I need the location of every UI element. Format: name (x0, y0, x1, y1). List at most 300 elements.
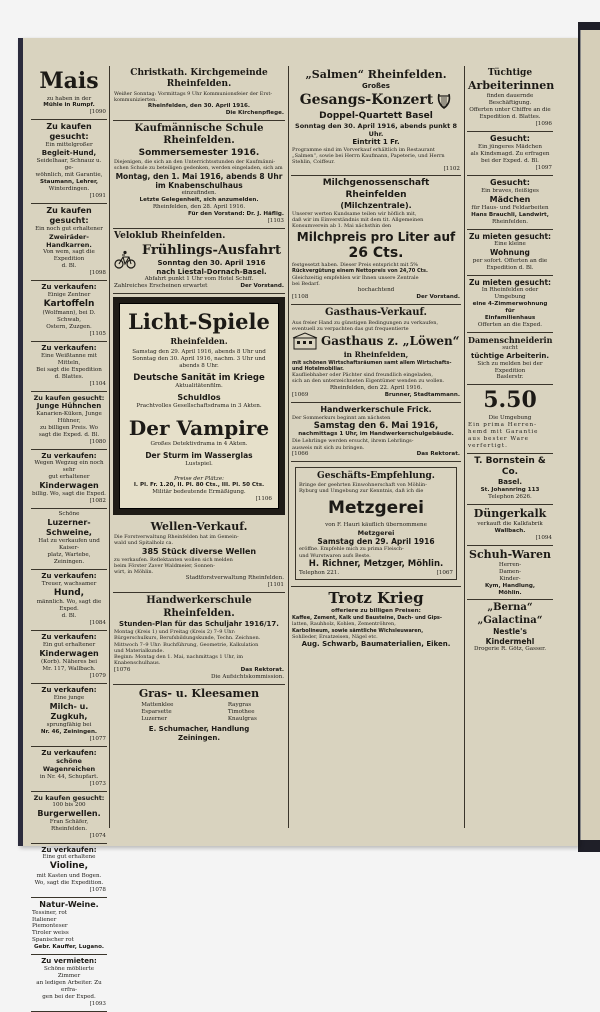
ad-line: Burgerwellen. (37, 808, 101, 818)
ad-line: Mr. 117, Wallbach. (42, 665, 96, 672)
ad-line: Montag, den 1. Mai 1916, abends 8 Uhr (115, 171, 283, 181)
ad-line: zu haben in der (46, 95, 92, 102)
ad-line: Eine gut erhaltene (42, 854, 96, 861)
ad-wagenreichen (31, 747, 107, 792)
ad-title: Schöne (58, 511, 80, 518)
ad-line: Telephon 2626. (488, 494, 532, 501)
ad-gasthaus-verkauf (291, 305, 461, 402)
ad-line: und Materialkunde. (114, 647, 165, 654)
ad-line: Timothee (227, 709, 255, 716)
ad-line: abends 8 Uhr. (179, 362, 219, 369)
ad-line: Die Aufsichtskommission. (210, 673, 284, 680)
ad-title: Natur-Weine. (39, 899, 99, 909)
ad-line: Wo, sagt die Expedition. (34, 879, 104, 886)
ad-number: [1066 (292, 450, 309, 457)
ad-title: Zu mieten gesucht: (468, 277, 552, 287)
ad-subtitle: Rheinfelden. (170, 335, 228, 346)
ad-title: Veloklub Rheinfelden. (114, 231, 226, 242)
ad-line: Sich zu melden bei der Expedition (477, 360, 543, 374)
ad-line: wald und Spitalholz ca. (114, 540, 174, 547)
ad-line: d. Blattes. (54, 373, 84, 380)
ad-title: Kaufmännische Schule Rheinfelden. (134, 122, 264, 147)
ad-line: Ein braves, fleißiges (481, 187, 539, 194)
ad-line: Esparsette (141, 709, 172, 716)
column-2 (113, 66, 285, 828)
ad-line: Wegen Wegzug ein noch sehr (34, 460, 104, 474)
ad-line: Hund, (53, 587, 85, 598)
ad-line: eine 4-Zimmerwohnung für (472, 300, 548, 314)
ad-mais (31, 66, 107, 120)
ad-subtitle: Gesangs-Konzert (299, 91, 434, 108)
ad-line: E. Schumacher, Handlung (148, 725, 250, 734)
ad-metzgerei (291, 462, 461, 588)
ad-title: Zu verkaufen: (41, 344, 97, 353)
ad-line: Zeiningen. (178, 734, 220, 743)
ad-gras-kleesamen (113, 685, 285, 746)
ad-line: Rheinfelden, den 28. April 1916. (152, 204, 246, 211)
ad-line: Hans Brauchli, Landwirt, (471, 211, 549, 218)
ad-line: hochachtend (357, 287, 395, 294)
ad-line: sucht (502, 344, 518, 351)
ad-line: Sonntag den 30. April 1916, abends punkt 8 Uhr. (295, 121, 457, 138)
column-3 (291, 66, 461, 828)
ad-line: Mittwoch 7–9 Uhr: Buchführung, Geometrie, Kalkulation (114, 641, 259, 648)
ad-title: Zu verkaufen: (41, 572, 97, 581)
ad-line: männlich. Wo, sagt die Exped. (36, 599, 102, 613)
ad-line: Zahlreiches Erscheinen erwartet (114, 283, 208, 290)
ad-title: Zu kaufen gesucht: (33, 793, 105, 802)
ad-line: wöhnlich, mit Garantie, (35, 172, 103, 179)
ad-number: [1094 (535, 534, 552, 541)
ad-line: verfertigt. (468, 442, 508, 449)
column-4 (467, 66, 553, 828)
ad-line: Die Forstverwaltung Rheinfelden hat im Gemein- (114, 534, 239, 541)
ad-title: Zu kaufen gesucht: (33, 393, 105, 402)
ad-line: Mädchen (489, 194, 531, 204)
ad-trotz-krieg (291, 587, 461, 651)
ad-line: Mühle in Rumpf. (43, 102, 95, 109)
ad-line: d. Bl. (61, 613, 77, 620)
ad-handwerkerschule-frick (291, 403, 461, 462)
ad-line: Nr. 46, Zeiningen. (40, 728, 98, 735)
ad-number: [1090 (89, 109, 106, 116)
ad-title: Zu mieten gesucht: (468, 231, 552, 241)
ad-line: 385 Stück diverse Wellen (141, 546, 257, 556)
ad-line: Aug. Schwarb, Baumaterialien, Eiken. (301, 640, 451, 649)
ad-line: Karbolineum, sowie sämtliche Wichsleuwaren, (292, 627, 424, 634)
ad-line: verkauft die Kalkfabrik (477, 520, 543, 527)
ad-subtitle: Arbeiterinnen (468, 79, 555, 93)
ad-title: Gasthaus-Verkauf. (325, 307, 427, 319)
ad-line: Das Rektorat. (240, 666, 284, 673)
ad-title: Zu verkaufen: (41, 451, 97, 460)
ad-line: bei Bedarf. (292, 280, 320, 287)
ad-line: Offerten unter Chiffre an die (469, 106, 551, 113)
ad-line: und Hotelmobiliar. (292, 365, 344, 372)
ad-line: Sonntag den 30. April 1916 (157, 258, 266, 267)
ad-line: zu billigen Preis. Wo (39, 424, 99, 431)
ad-line: Sonntag den 30. April 1916, nachm. 3 Uhr und (132, 355, 266, 362)
ad-line: ausweis mit sich zu bringen. (292, 444, 365, 451)
ad-line: tüchtige Arbeiterin. (470, 351, 550, 360)
ad-line: im Knabenschulhaus (155, 181, 243, 191)
ad-line: Kym, Handlung, (485, 582, 535, 589)
ad-line: Basel. (497, 478, 523, 487)
ad-line: Herren- (498, 561, 522, 568)
ad-line: Bürgerschulkurs, Berufsbildungskunde, Techn. Zeichnen. (114, 635, 261, 642)
ad-line: Ein jüngeres Mädchen (477, 143, 542, 150)
ad-line: Von wem, sagt die Expedition (43, 249, 95, 263)
ad-title: Zu vermieten: (41, 957, 97, 966)
ad-line: Mattenklee (141, 702, 174, 709)
ad-kartoffeln (31, 281, 107, 342)
ad-title: Geschäfts-Empfehlung. (317, 470, 435, 481)
ad-line: Kinderwagen (39, 648, 99, 658)
ad-line: sagt die Exped. d. Bl. (38, 431, 100, 438)
ad-line: Einfamilienhaus (484, 314, 536, 321)
ad-line: zu verkaufen. Reflektanten wollen sich melden (114, 556, 233, 563)
price-label: 5.50 (483, 387, 537, 414)
ad-line: Rheinfelden, den 30. April 1916. (147, 103, 251, 109)
ad-line: Knabenschulhaus. (114, 660, 161, 667)
ad-salmen-konzert (291, 66, 461, 176)
ad-line: Weißer Sonntag: Vormittags 9 Uhr Kommunionsfeier der Erst- (114, 90, 273, 97)
ad-number: [1108 (292, 294, 309, 301)
column-1 (31, 66, 107, 1008)
ad-line: offeriere zu billigen Preisen: (331, 608, 421, 615)
ad-burgerwellen (31, 792, 107, 844)
ad-line: Bringe der geehrten Einwohnerschaft von Möhlin- (299, 482, 427, 489)
ad-line: Diejenigen, die sich an den Unterrichtsstunden der Kaufmänni- (114, 159, 276, 166)
column-rule (109, 66, 110, 828)
ad-line: (Korb). Näheres bei (40, 658, 98, 665)
ad-line: St. Johannring 113 (480, 487, 540, 494)
ad-title: Damenschneiderin (468, 334, 553, 345)
ad-line: Der Sturm im Wasserglas (145, 451, 253, 461)
ad-line: Einige Zentner (47, 292, 91, 299)
ad-line: Samstag den 29. April 1916, abends 8 Uhr und (132, 348, 266, 355)
ad-line: Expedition d. Blattes. (479, 113, 541, 120)
ad-line: Ryburg und Umgebung zur Kenntnis, daß ich die (299, 488, 424, 495)
ad-milchkuh (31, 684, 107, 747)
ad-line: mit Kasten und Bogen. (36, 872, 102, 879)
ad-subtitle: Stunden-Plan für das Schuljahr 1916/17. (119, 620, 279, 629)
ad-line: Drogerie R. Götz, Gasser. (473, 646, 547, 653)
ad-title: Zu verkaufen: (41, 685, 97, 694)
ad-line: Staumann, Lehrer, (39, 179, 99, 186)
ad-hund (31, 570, 107, 631)
ad-line: für Haus- und Feldarbeiten (471, 204, 549, 211)
ad-number: [1096 (535, 120, 552, 127)
ad-line: Schweine, (46, 528, 92, 538)
ad-line: Wohnung (490, 248, 530, 258)
ad-number: [1074 (89, 832, 106, 839)
ad-handwerkerschule-rheinfelden (113, 593, 285, 684)
ad-line: bei der Exped. d. Bl. (481, 157, 539, 164)
ad-line: Tessiner, rot (32, 909, 67, 916)
ad-kaufmaennische-schule (113, 121, 285, 229)
ad-line: Winterdingen. (48, 186, 90, 193)
ad-line: Letzte Gelegenheit, sich anzumelden. (139, 197, 259, 204)
ad-number: [1106 (255, 496, 272, 503)
ad-line: Der Sommerkurs beginnt am nächsten (292, 414, 391, 421)
ad-line: gen bei der Exped. (42, 994, 96, 1001)
ad-number: [1101 (267, 582, 284, 589)
ad-title: Zu verkaufen: (41, 748, 97, 757)
ad-number: [1098 (89, 270, 106, 277)
ad-title: Milchgenossenschaft Rheinfelden (322, 178, 430, 200)
ad-line: Die Umgebung (488, 414, 532, 421)
ad-line: Das Rektorat. (416, 450, 460, 457)
ad-line: Der Vampire (128, 416, 270, 441)
ad-line: Deutsche Sanität im Kriege (133, 372, 265, 383)
ad-violine (31, 844, 107, 898)
ad-line: Preise der Plätze: (173, 475, 225, 482)
ad-kinderwagen-2 (31, 631, 107, 684)
ad-line: Brunner, Stadtammann. (384, 391, 460, 398)
ad-subtitle: (Milchzentrale). (340, 200, 412, 210)
ad-line: H. Richner, Metzger, Möhlin. (308, 558, 444, 569)
ad-weisstanne (31, 342, 107, 392)
ad-line: Programme sind im Vorverkauf erhältlich im Restaurant (292, 146, 435, 153)
ad-line: eröffne. Empfehle mich zu prima Fleisch- (299, 546, 404, 553)
ad-number: [1080 (89, 438, 106, 445)
ad-damenschneiderin (467, 333, 553, 386)
ad-line: „Salmen“, sowie bei Herrn Kaufmann, Papeterie, und Herrn (292, 153, 445, 159)
ad-schuh-waren (467, 546, 553, 601)
ad-number: [1104 (89, 380, 106, 387)
ad-title: Schuh-Waren (469, 547, 551, 561)
ad-line: Raygras (227, 702, 252, 709)
ad-kinderwagen (31, 450, 107, 510)
ad-kindermehl (467, 600, 553, 656)
ad-line: 26 Cts. (348, 244, 404, 261)
ad-line: Damen- (499, 568, 521, 575)
lyre-icon (436, 91, 452, 111)
ad-line: latten, Rauhholz, Kohlen, Zementröhren, (292, 621, 396, 628)
ad-bornstein (467, 454, 553, 505)
ad-line: Aus freier Hand zu günstigen Bedingungen zu verkaufen, (292, 319, 439, 326)
ad-title: Zu kaufen gesucht: (46, 206, 92, 226)
ad-number: [1073 (89, 780, 106, 787)
ad-line: Telephon 221. (299, 569, 340, 576)
ad-huehnchen (31, 392, 107, 450)
ad-line: Kaffee, Zement, Kalk und Bausteine, Dach- und Gips- (292, 615, 442, 622)
ad-mieten-2 (467, 276, 553, 333)
ad-line: Doppel-Quartett Basel (319, 110, 433, 121)
ad-number: [1077 (89, 735, 106, 742)
ad-line: Rückvergütung einem Nettopreis von 24,70 Cts. (292, 268, 428, 275)
ad-line: Gleichzeitig empfehlen wir Ihnen unsere Zentrale (292, 274, 419, 281)
ad-title: Handwerkerschule Frick. (320, 404, 432, 414)
ad-line: I. Pl. Fr. 1.20, II. Pl. 80 Cts., III. Pl. 50 Cts. (133, 482, 265, 489)
ad-line: platz, Wartebe, Zeiningen. (47, 552, 91, 566)
ad-title: Gesucht: (490, 177, 530, 187)
ad-line: billig. Wo, sagt die Exped. (32, 491, 106, 498)
ad-line: Gebr. Kauffer, Lugano. (33, 944, 105, 951)
ad-line: nach Liestal-Dornach-Basel. (156, 267, 267, 276)
ad-gesucht-2 (467, 176, 553, 230)
ad-line: 100 bis 200 (52, 801, 86, 808)
ad-line: Seidelhaar, Schnauz u. ge- (36, 158, 102, 172)
ad-title: „Salmen“ Rheinfelden. (305, 68, 447, 81)
ad-line: Rheinfelden. (492, 218, 528, 225)
ad-line: Großes Detektivdrama in 4 Akten. (150, 441, 248, 448)
ad-title: „Berna“ (487, 602, 533, 614)
ad-title: Düngerkalk (473, 507, 547, 521)
ad-line: mit schönen Wirtschaftsräumen samt allem Wirtschafts- (292, 359, 452, 366)
ad-line: hemd mit Garantie (468, 428, 539, 435)
ad-title: Gras- u. Kleesamen (138, 686, 260, 700)
ad-hemd-550 (467, 385, 553, 453)
ad-line: Piemonteser (32, 923, 68, 930)
ad-line: Der Vorstand. (240, 283, 284, 290)
ad-subtitle: Gasthaus z. „Löwen“ (321, 333, 460, 348)
ad-line: Kaufliebhaber oder Pächter sind freundlich eingeladen, (292, 372, 433, 379)
ad-gesucht-1 (467, 132, 553, 176)
ad-line: per sofort. Offerten an die (472, 257, 548, 264)
ad-line: aus bester Ware (468, 435, 529, 442)
ad-title: Zu verkaufen: (41, 845, 97, 854)
ad-line: Baslerstr. (496, 374, 524, 381)
building-icon (292, 332, 318, 350)
ad-line: Lustspiel. (185, 460, 213, 467)
ad-line: Zweiräder-Handkarren. (46, 233, 92, 250)
ad-line: Großes (362, 81, 390, 90)
ad-line: Konsumverein ab 1. Mai nächsthin den (292, 223, 392, 230)
ad-line: Treuer, wachsamer (41, 581, 97, 587)
ad-line: sprungfähig bei (46, 721, 92, 728)
ad-line: Unserer werten Kundsame teilen wir höflich mit, (292, 210, 417, 217)
ad-number: [1079 (89, 672, 106, 679)
ad-kirchgemeinde (113, 66, 285, 121)
ad-line: sich an den unterzeichneten Eigentümer wenden zu wollen. (292, 378, 445, 385)
ad-licht-spiele (113, 297, 285, 515)
ad-line: Kinder- (499, 575, 521, 582)
ad-number: [1097 (535, 164, 552, 171)
ad-title: T. Bornstein & Co. (474, 455, 546, 478)
ad-line: kommunizierten. (114, 96, 157, 103)
ad-title: Tüchtige (487, 68, 533, 78)
column-rule (288, 66, 289, 828)
bicycle-icon (114, 250, 136, 270)
ad-line: Luzerner- (47, 518, 91, 528)
ad-subtitle: Sommersemester 1916. (138, 147, 260, 158)
ad-line: Offerten an die Exped. (477, 321, 543, 328)
ad-title: Licht-Spiele (128, 309, 270, 335)
ad-line: Stadtforstverwaltung Rheinfelden. (185, 575, 284, 582)
ad-line: Spanischer rot (32, 937, 74, 944)
ad-line: Aktualitätenfilm. (175, 383, 223, 390)
ad-wellen-verkauf (113, 518, 285, 593)
ad-line: beim Förster Zaver Waldmeier, Sonnen- (114, 562, 215, 569)
ad-title: Wellen-Verkauf. (150, 520, 248, 534)
ad-line: Sohlleder, Ersatzeisen, Nägel etc. (292, 633, 378, 640)
ad-line: Expedition d. Bl. (486, 264, 534, 271)
ad-number: [1102 (443, 165, 460, 172)
ad-line: daß wir im Einverständnis mit dem tit. Allgemeinen (292, 217, 424, 224)
ad-line: Eine Weißtanne mit Mitteln, (41, 352, 97, 366)
ad-number: [1103 (267, 218, 284, 225)
ad-line: Samstag den 29. April 1916 (317, 537, 435, 546)
ad-line: nachmittags 1 Uhr, im Handwerkerschulgebäude. (298, 431, 454, 438)
ad-line: Schuldlos (177, 393, 221, 403)
ad-line: Möhlin. (498, 589, 522, 596)
ad-veloklub (113, 229, 285, 294)
ad-line: Bei sagt die Expedition (36, 366, 102, 373)
ad-title: Zu verkaufen: (41, 283, 97, 292)
ad-zimmer (31, 955, 107, 1012)
ad-line: Eintritt 1 Fr. (352, 138, 400, 146)
ad-line: Ostern, Zuzgen. (46, 324, 92, 331)
ad-line: Ein prima Herren- (468, 421, 538, 428)
ad-line: Hat zu verkaufen und Kaiser- (38, 538, 100, 552)
ad-line: Knaulgras (227, 716, 257, 723)
ad-line: festgesetzt haben. Dieser Preis entspricht mit 5% (292, 262, 419, 269)
ad-number: [1069 (292, 391, 309, 398)
ad-line: Fran Schäfer, Rheinfelden. (49, 818, 89, 832)
ad-line: Italiener (32, 916, 57, 923)
ad-number: [1105 (89, 331, 106, 338)
ad-line: Tiroler weiss (32, 930, 69, 937)
ad-line: Luzerner (141, 716, 168, 723)
ad-line: Schöne möblierte Zimmer (44, 966, 94, 980)
ad-line: Für den Vorstand: Dr. J. Häflig. (187, 211, 284, 218)
ad-schweine (31, 509, 107, 570)
ad-line: Ein gut erhaltener (42, 641, 96, 648)
ad-milchgenossenschaft (291, 176, 461, 305)
ad-line: Ein noch gut erhaltener (35, 226, 103, 233)
ad-number: [1078 (89, 886, 106, 893)
ad-line: finden dauernde Beschäftigung. (486, 93, 534, 106)
ad-line: (Wolfmann), bei D. Schwab, (42, 310, 96, 324)
ad-subtitle: Frühlings-Ausfahrt (141, 242, 282, 258)
ad-number: [1093 (89, 1001, 106, 1008)
ad-title: Gesucht: (490, 133, 530, 143)
ad-line: Kinderwagen (39, 481, 99, 491)
ad-line: in Rheinfelden, (343, 350, 409, 360)
ad-line: schen Schule zu beteiligen gedenken, werden eingeladen, sich am (114, 165, 283, 172)
ad-handkarren (31, 204, 107, 281)
ad-line: in Nr. 44, Schupfart. (39, 773, 99, 780)
ad-line: Samstag den 6. Mai 1916, (313, 420, 439, 431)
ad-line: eventuell zu verpachten das gut frequentierte (292, 325, 409, 332)
ad-line: Junge Hühnchen (36, 401, 102, 410)
ad-line: Abfahrt punkt 1 Uhr vom Hotel Schiff. (144, 276, 254, 283)
ad-line: gut erhaltener (48, 474, 90, 481)
newspaper-page (18, 38, 578, 1008)
ad-begleit-hund (31, 120, 107, 204)
ad-line: Violine, (49, 861, 89, 872)
ad-line: Militär bedeutende Ermäßigung. (152, 489, 246, 496)
ad-line: In Rheinfelden oder Umgebung (481, 286, 539, 300)
ad-title: Mais (39, 68, 99, 94)
ad-line: Eine kleine (494, 241, 526, 248)
ad-line: Beginn: Montag den 1. Mai, nachmittags 1 Uhr, im (114, 654, 243, 661)
ad-line: Montag (Kreis 1) und Freitag (Kreis 2) 7–9 Uhr: (114, 629, 236, 636)
ad-line: Stehlin, Coiffeur. (292, 159, 335, 166)
ad-line: schöne Wagenreichen (42, 757, 96, 774)
ad-naturweine (31, 898, 107, 956)
ad-title: Zu verkaufen: (41, 633, 97, 642)
ad-line: Wallbach. (494, 527, 526, 534)
ad-line: Die Lehrlinge werden ersucht, ihrem Lehrlings- (292, 438, 414, 445)
ad-line: Rheinfelden, den 22. April 1916. (329, 384, 423, 391)
ad-title: Trotz Krieg (328, 589, 424, 608)
next-page-edge (580, 30, 600, 840)
ad-number: [1076 (114, 666, 131, 673)
ad-line: Ein mittelgroßer (45, 142, 93, 149)
